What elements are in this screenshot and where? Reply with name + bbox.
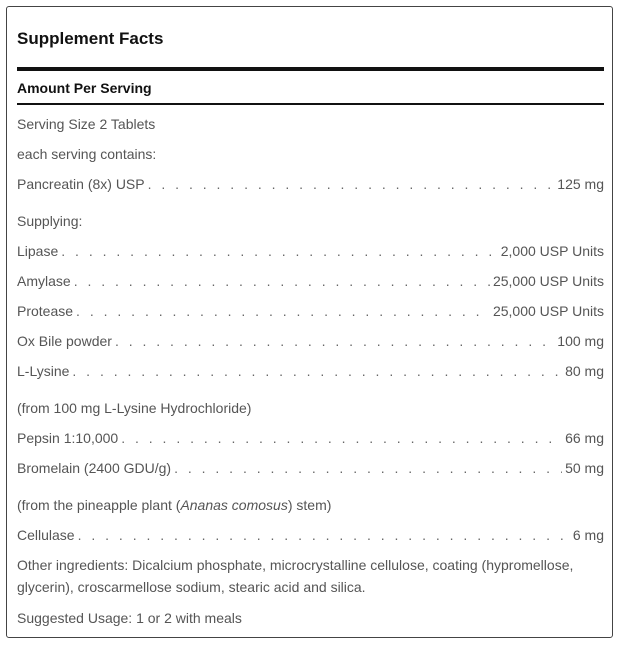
thick-divider [17,67,604,71]
ingredient-label: Amylase [17,273,71,289]
dot-leader [148,175,555,193]
ingredient-row-amylase [17,272,604,290]
pineapple-note-suffix: ) stem) [287,497,332,513]
ingredient-amount: 25,000 USP Units [492,273,604,289]
ingredient-amount: 80 mg [565,363,604,379]
ingredient-amount: 25,000 USP Units [492,303,604,319]
ingredient-label: L-Lysine [17,363,70,379]
suggested-usage: Suggested Usage: 1 or 2 with meals [17,610,242,626]
dot-leader [76,302,490,320]
ingredient-row-pancreatin [17,175,604,193]
dot-leader [74,272,490,290]
panel-title: Supplement Facts [17,29,164,48]
serving-size: Serving Size 2 Tablets [17,116,156,132]
ingredient-row-pepsin [17,429,604,447]
pineapple-source-note [17,496,604,514]
ingredient-row-ox-bile [17,332,604,350]
dot-leader [72,362,562,380]
ingredient-amount: 6 mg [572,527,604,543]
ingredient-amount: 66 mg [565,430,604,446]
ingredient-amount: 100 mg [557,333,604,349]
ingredient-amount: 2,000 USP Units [500,243,604,259]
pineapple-note-prefix: (from the pineapple plant ( [17,497,181,513]
ingredient-row-lipase [17,242,604,260]
other-ingredients: Other ingredients: Dicalcium phosphate, microcrystalline cellulose, coating (hypromellose, glycerin), croscarmellose sodium, stearic acid and silica. [17,557,574,595]
ingredient-amount: 125 mg [557,176,604,192]
supplying-label: Supplying: [17,213,83,229]
ingredient-label: Cellulase [17,527,75,543]
ingredient-label: Pancreatin (8x) USP [17,176,145,192]
serving-contains: each serving contains: [17,146,157,162]
ingredient-label: Bromelain (2400 GDU/g) [17,460,172,476]
dot-leader [174,459,562,477]
ingredient-row-bromelain [17,459,604,477]
ingredient-row-l-lysine [17,362,604,380]
dot-leader [61,242,497,260]
pineapple-species-name: Ananas comosus [180,497,288,513]
ingredient-label: Lipase [17,243,59,259]
ingredient-amount: 50 mg [565,460,604,476]
ingredient-label: Pepsin 1:10,000 [17,430,119,446]
dot-leader [121,429,562,447]
amount-per-serving-header: Amount Per Serving [17,80,152,96]
ingredient-row-cellulase [17,526,604,544]
ingredient-label: Protease [17,303,74,319]
ingredient-label: Ox Bile powder [17,333,112,349]
lysine-source-note: (from 100 mg L-Lysine Hydrochloride) [17,400,252,416]
thin-divider [17,103,604,105]
dot-leader [115,332,554,350]
dot-leader [78,526,570,544]
ingredient-row-protease [17,302,604,320]
